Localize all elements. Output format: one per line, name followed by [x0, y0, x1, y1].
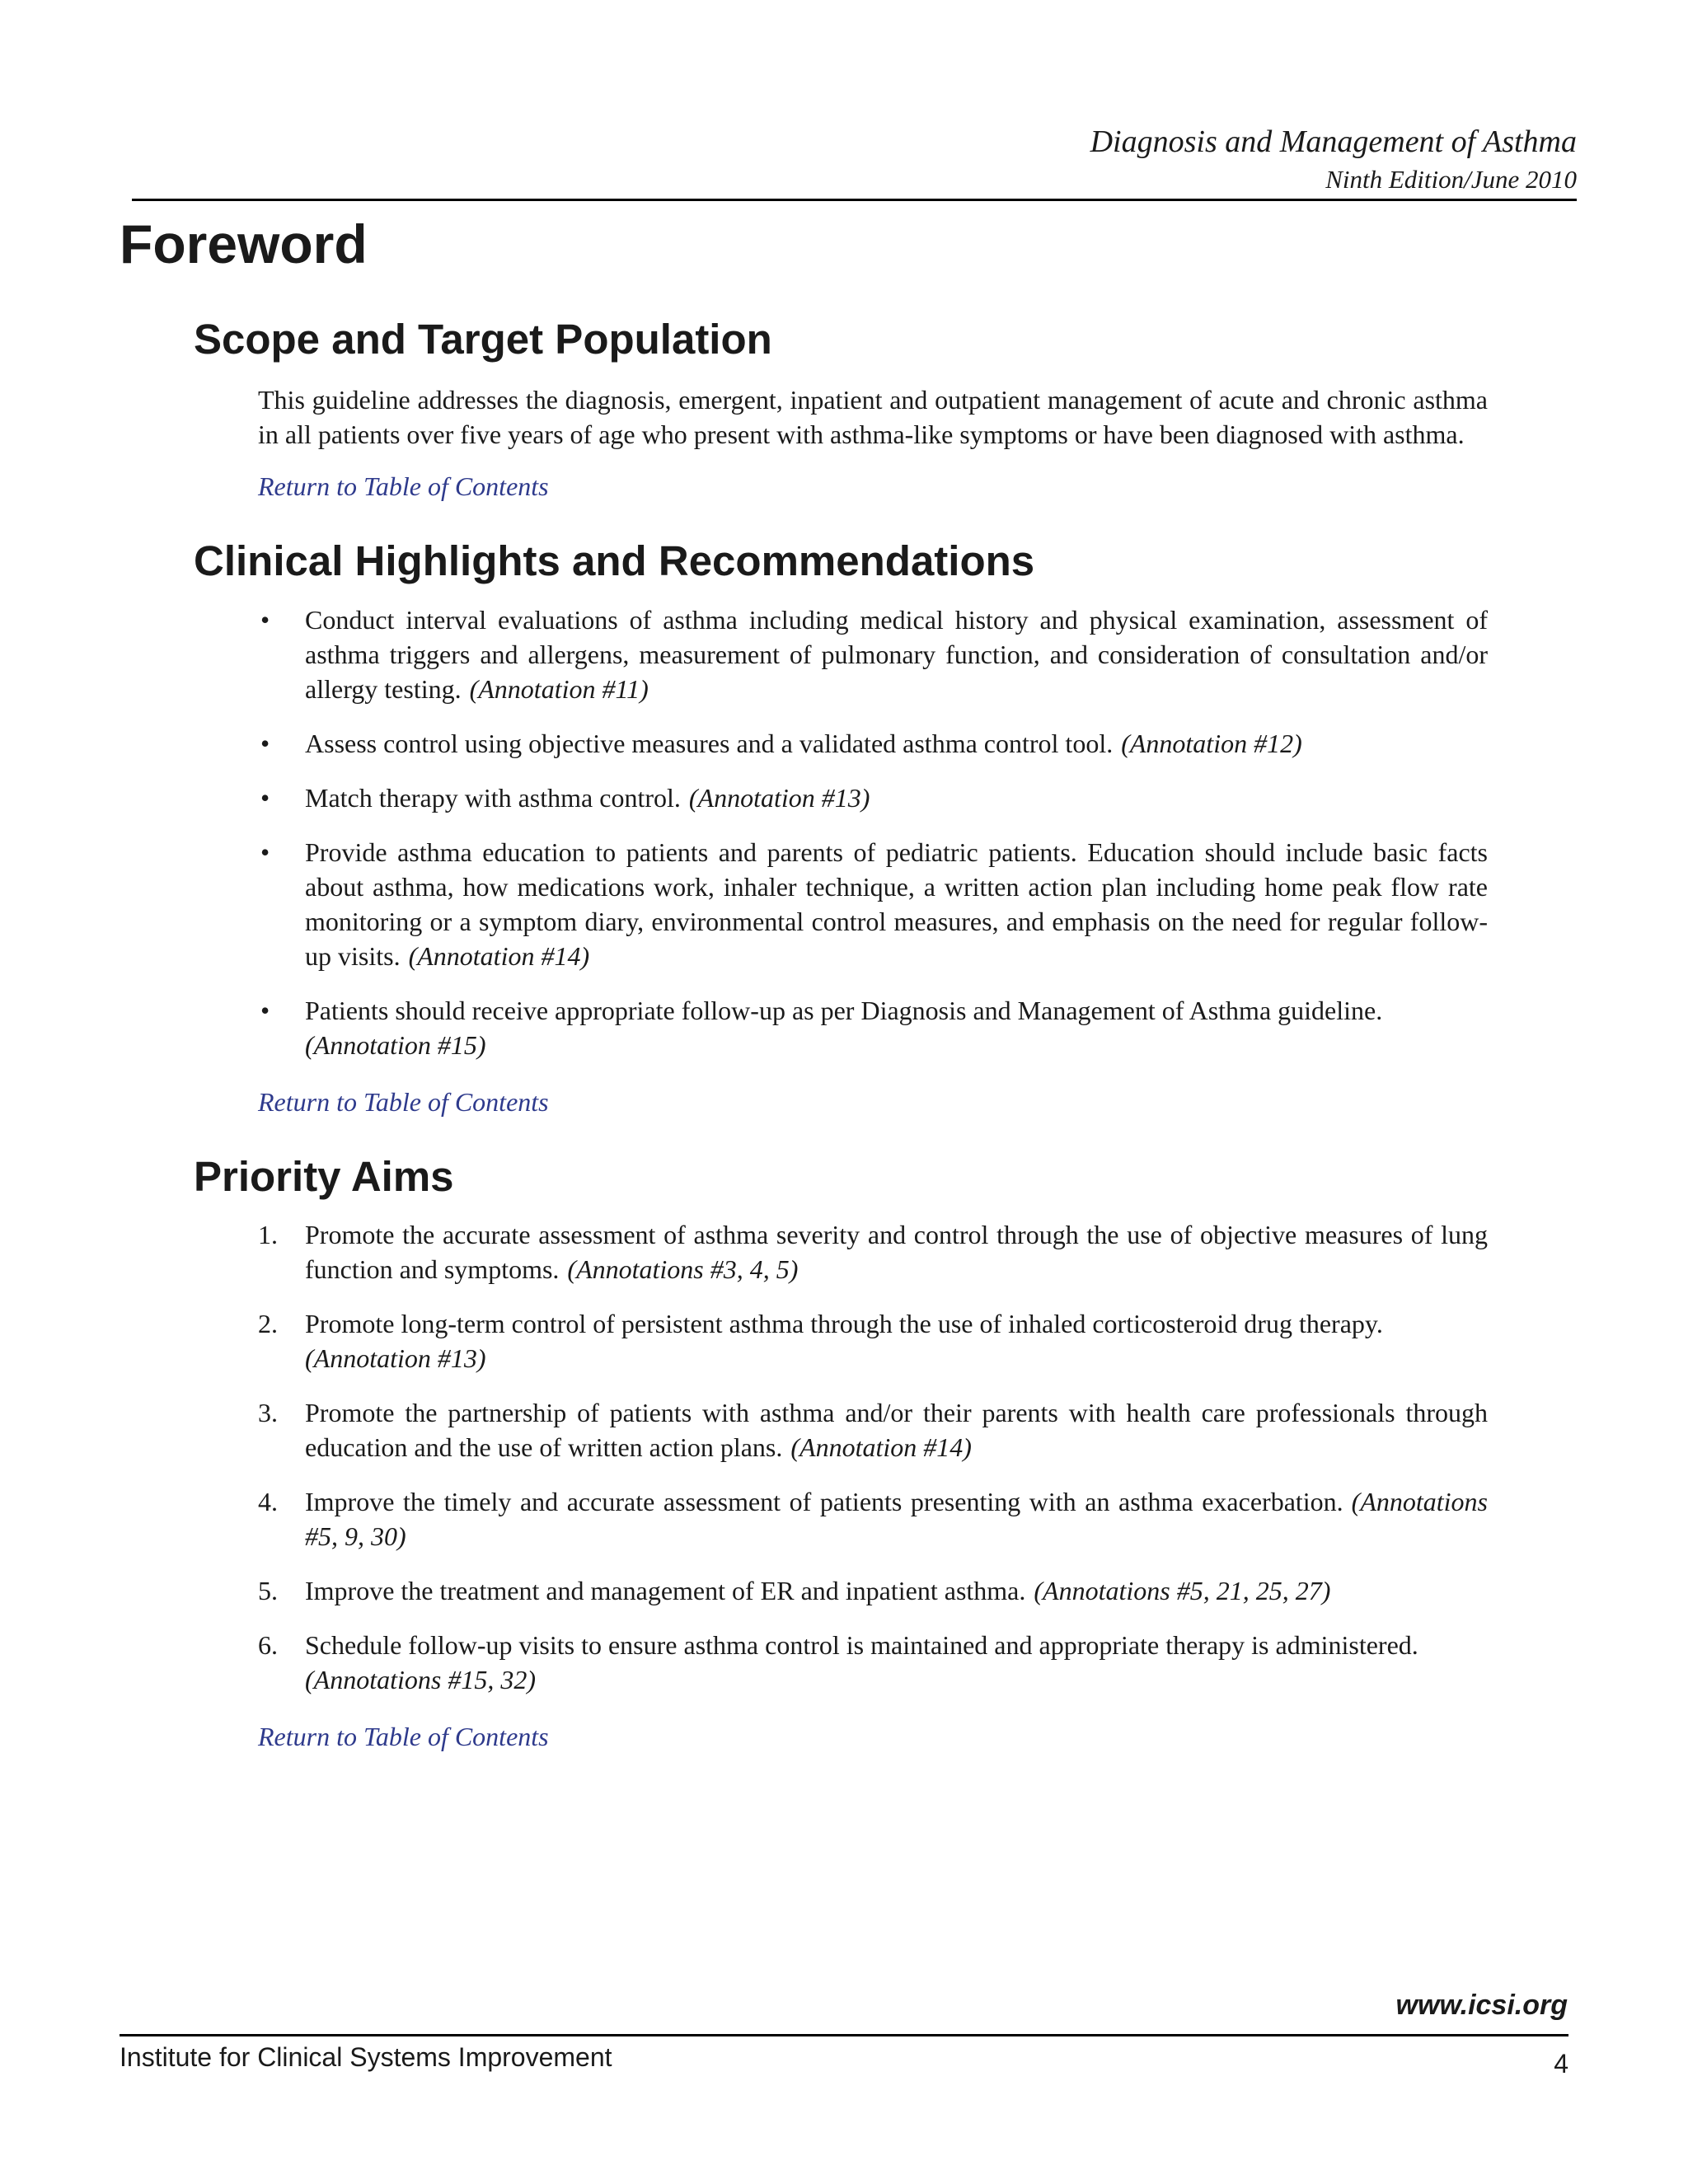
organization-name: Institute for Clinical Systems Improvement: [120, 2042, 612, 2072]
scope-text: This guideline addresses the diagnosis, emergent, inpatient and outpatient management of acute and chronic asthma in all patients over five years of age who present with asthma-like symptoms or have been diagnosed with asthma.: [258, 384, 1488, 449]
annotation-ref: (Annotations #5, 21, 25, 27): [1034, 1576, 1331, 1606]
annotation-ref: (Annotation #13): [305, 1343, 486, 1374]
item-number: 3.: [258, 1398, 278, 1428]
page-number: 4: [1554, 2049, 1568, 2079]
list-item: [258, 835, 1488, 973]
item-text: Promote long-term control of persistent asthma through the use of inhaled corticosteroid drug therapy.: [305, 1309, 1383, 1339]
aims-section: [194, 1151, 1488, 1753]
list-item: [258, 1573, 1488, 1608]
annotation-ref: (Annotations #5, 9, 30): [305, 1487, 1488, 1552]
annotation-ref: (Annotations #3, 4, 5): [567, 1254, 799, 1285]
item-text: Patients should receive appropriate follow-up as per Diagnosis and Management of Asthma guideline.: [305, 995, 1383, 1025]
bullet-icon: •: [260, 728, 270, 758]
item-text: Provide asthma education to patients and parents of pediatric patients. Education should include basic facts about asthma, how medications work, inhaler technique, a written action plan including home peak flow rate monitoring or a symptom diary, environmental control measures, and emphasis on the need for regular follow-up visits.: [305, 837, 1488, 971]
item-number: 4.: [258, 1487, 278, 1517]
list-item: [258, 726, 1488, 761]
bullet-icon: •: [260, 837, 270, 867]
bullet-icon: •: [260, 782, 270, 813]
annotation-ref: (Annotation #11): [469, 673, 649, 704]
page-title: Foreword: [120, 213, 368, 274]
aims-heading: Priority Aims: [194, 1152, 454, 1200]
annotation-ref: (Annotation #14): [790, 1432, 972, 1463]
website-url: www.icsi.org: [1395, 1990, 1568, 2021]
highlights-section: [194, 535, 1488, 1118]
footer-divider: [120, 2034, 1568, 2036]
list-item: [258, 1217, 1488, 1286]
annotation-ref: (Annotation #12): [1121, 728, 1302, 758]
item-text: Promote the accurate assessment of asthma severity and control through the use of objective measures of lung function and symptoms.: [305, 1220, 1488, 1285]
scope-heading: Scope and Target Population: [194, 316, 772, 363]
highlights-list: [258, 602, 1488, 1062]
document-edition: Ninth Edition/June 2010: [1325, 165, 1577, 194]
annotation-ref: (Annotations #15, 32): [305, 1665, 536, 1695]
aims-list: [258, 1217, 1488, 1697]
annotation-ref: (Annotation #13): [688, 782, 870, 813]
list-item: [258, 780, 1488, 815]
annotation-ref: (Annotation #14): [408, 940, 590, 971]
list-item: [258, 1628, 1488, 1697]
header-divider: [132, 199, 1577, 201]
item-text: Promote the partnership of patients with asthma and/or their parents with health care professionals through education and the use of written action plans.: [305, 1398, 1488, 1463]
list-item: [258, 1306, 1488, 1376]
list-item: [258, 602, 1488, 706]
item-text: Assess control using objective measures and a validated asthma control tool.: [305, 728, 1114, 758]
document-title: Diagnosis and Management of Asthma: [1090, 124, 1577, 159]
item-text: Improve the timely and accurate assessment of patients presenting with an asthma exacerbation.: [305, 1487, 1343, 1517]
list-item: [258, 1484, 1488, 1554]
return-to-toc-link[interactable]: Return to Table of Contents: [258, 1086, 549, 1117]
item-text: Match therapy with asthma control.: [305, 782, 681, 813]
highlights-heading: Clinical Highlights and Recommendations: [194, 537, 1035, 584]
return-to-toc-link[interactable]: Return to Table of Contents: [258, 1722, 549, 1752]
item-number: 5.: [258, 1576, 278, 1606]
item-number: 6.: [258, 1630, 278, 1661]
item-text: Schedule follow-up visits to ensure asthma control is maintained and appropriate therapy is administered.: [305, 1630, 1418, 1661]
bullet-icon: •: [260, 604, 270, 635]
item-text: Improve the treatment and management of ER and inpatient asthma.: [305, 1576, 1026, 1606]
scope-section: [194, 313, 1488, 502]
item-number: 1.: [258, 1220, 278, 1250]
annotation-ref: (Annotation #15): [305, 1029, 486, 1060]
return-to-toc-link[interactable]: Return to Table of Contents: [258, 471, 549, 501]
item-number: 2.: [258, 1309, 278, 1339]
item-text: Conduct interval evaluations of asthma including medical history and physical examination, assessment of asthma triggers and allergens, measurement of pulmonary function, and consideration of consultation and/or allergy testing.: [305, 604, 1488, 704]
bullet-icon: •: [260, 995, 270, 1025]
list-item: [258, 993, 1488, 1062]
list-item: [258, 1395, 1488, 1465]
